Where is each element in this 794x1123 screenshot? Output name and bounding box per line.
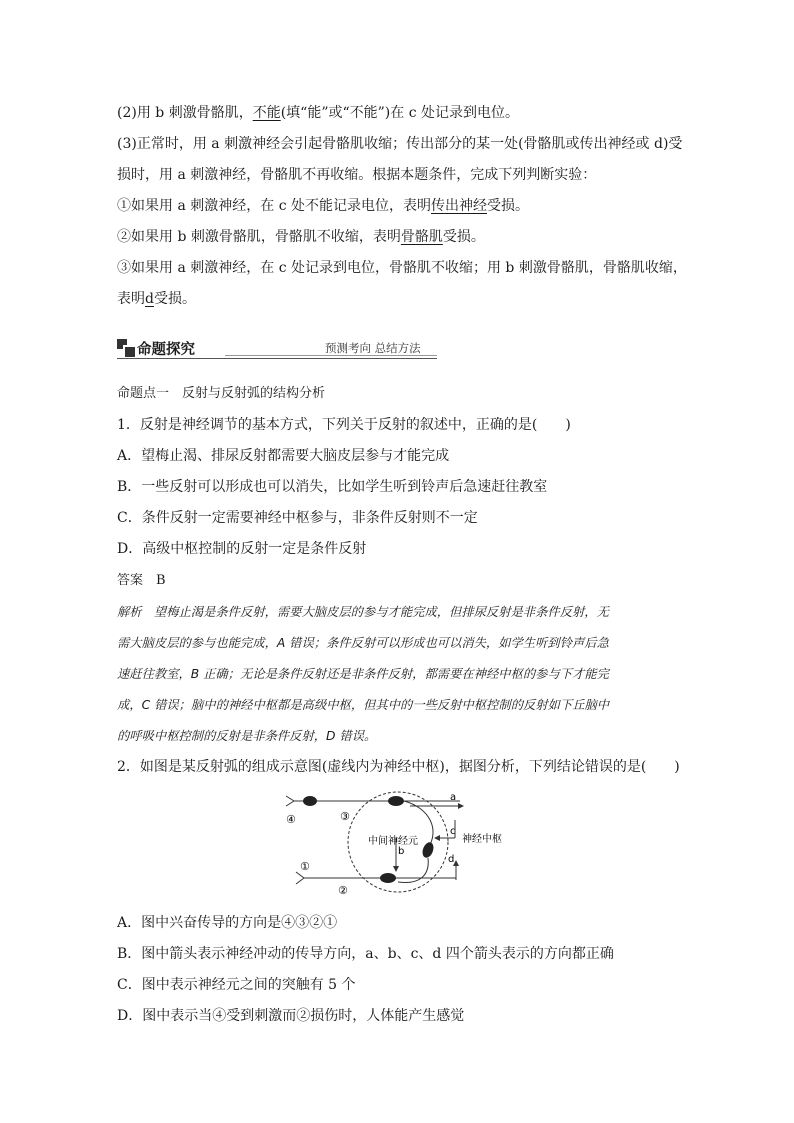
q2-stem: 2．如图是某反射弧的组成示意图(虚线内为神经中枢)，据图分析，下列结论错误的是( ) (117, 759, 680, 775)
sensory-cell-body (303, 796, 317, 806)
label-c: c (450, 826, 456, 837)
q1-option-a: A．望梅止渴、排尿反射都需要大脑皮层参与才能完成 (117, 448, 450, 464)
q2-option-d: D．图中表示当④受到刺激而②损伤时，人体能产生感觉 (117, 1008, 465, 1024)
section-title: 命题探究 (137, 342, 195, 358)
section-rule (117, 358, 437, 359)
q1-analysis-line4: 成，C 错误；脑中的神经中枢都是高级中枢，但其中的一些反射中枢控制的反射如下丘脑中 (117, 698, 610, 712)
section-square-icon (117, 339, 133, 355)
label-interneuron: 中间神经元 (368, 836, 418, 847)
label-3: ③ (340, 810, 350, 823)
answer-blank: 骨骼肌 (400, 229, 443, 245)
label-b: b (398, 846, 405, 857)
q1-stem: 1．反射是神经调节的基本方式，下列关于反射的叙述中，正确的是( ) (117, 417, 571, 433)
reflex-arc-diagram (280, 790, 520, 900)
section-subtitle: 预测考向 总结方法 (325, 341, 421, 355)
prev-item-2: (2)用 b 刺激骨骼肌，不能(填“能”或“不能”)在 c 处记录到电位。 (117, 105, 519, 121)
prev-sub-2: ②如果用 b 刺激骨骼肌，骨骼肌不收缩，表明骨骼肌受损。 (117, 229, 485, 245)
prev-item-3-line1: (3)正常时，用 a 刺激神经会引起骨骼肌收缩；传出部分的某一处(骨骼肌或传出神经或 d)受 (117, 136, 683, 152)
q2-option-c: C．图中表示神经元之间的突触有 5 个 (117, 977, 356, 993)
prev-sub-3-line1: ③如果用 a 刺激神经，在 c 处记录到电位，骨骼肌不收缩；用 b 刺激骨骼肌，骨骼肌收缩， (117, 260, 687, 276)
q1-analysis-line2: 需大脑皮层的参与也能完成，A 错误；条件反射可以形成也可以消失，如学生听到铃声后急 (117, 636, 609, 650)
label-d: d (448, 854, 455, 865)
label-4: ④ (286, 813, 296, 826)
section-rule-thin (225, 355, 437, 356)
answer-blank: 传出神经 (431, 198, 487, 214)
q2-option-a: A．图中兴奋传导的方向是④③②① (117, 915, 338, 931)
q2-option-b: B．图中箭头表示神经冲动的传导方向，a、b、c、d 四个箭头表示的方向都正确 (117, 946, 614, 962)
label-a: a (450, 792, 457, 803)
label-2: ② (338, 884, 348, 897)
label-1: ① (300, 860, 310, 873)
answer-blank: d (145, 291, 154, 307)
answer-blank: 不能 (252, 105, 281, 121)
q1-analysis-line3: 速赶往教室，B 正确；无论是条件反射还是非条件反射，都需要在神经中枢的参与下才能完 (117, 667, 609, 681)
q1-option-d: D．高级中枢控制的反射一定是条件反射 (117, 541, 367, 557)
q1-option-b: B．一些反射可以形成也可以消失，比如学生听到铃声后急速赶往教室 (117, 479, 548, 495)
q1-answer: 答案 B (117, 573, 166, 588)
prev-sub-3-line2: 表明d受损。 (117, 291, 196, 307)
point-heading: 命题点一 反射与反射弧的结构分析 (117, 386, 326, 401)
q1-option-c: C．条件反射一定需要神经中枢参与，非条件反射则不一定 (117, 510, 478, 526)
q1-analysis-line5: 的呼吸中枢控制的反射是非条件反射，D 错误。 (117, 729, 377, 743)
q1-analysis-line1: 解析 望梅止渴是条件反射，需要大脑皮层的参与才能完成，但排尿反射是非条件反射，无 (117, 605, 609, 619)
prev-item-3-line2: 损时，用 a 刺激神经，骨骼肌不再收缩。根据本题条件，完成下列判断实验： (117, 167, 597, 183)
section-header (117, 338, 437, 360)
label-center: 神经中枢 (462, 834, 502, 845)
prev-sub-1: ①如果用 a 刺激神经，在 c 处不能记录电位，表明传出神经受损。 (117, 198, 529, 214)
